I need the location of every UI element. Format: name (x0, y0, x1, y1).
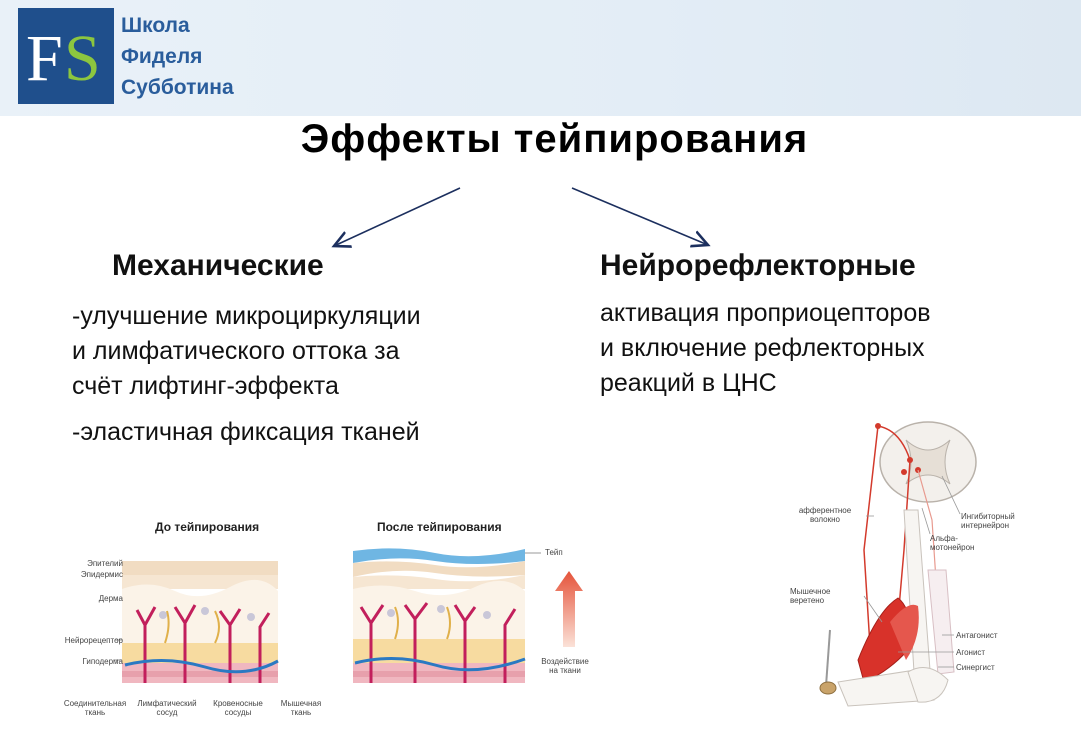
mechanical-line-2: и лимфатического оттока за (72, 337, 400, 365)
label-inhibitory-interneuron (961, 512, 1015, 530)
label-muscle-spindle-l2: веретено (790, 596, 825, 605)
label-neuroreceptor: Нейрорецептор (64, 636, 123, 645)
label-lymph-vessel (131, 699, 203, 717)
after-panel (353, 548, 525, 683)
after-taping-caption: После тейпирования (377, 520, 502, 534)
svg-text:S: S (64, 22, 101, 95)
label-afferent-fiber-l2: волокно (809, 515, 840, 524)
label-synergist: Синергист (956, 663, 995, 672)
school-name-line-3: Субботина (121, 76, 234, 99)
school-name-line-1: Школа (121, 14, 190, 37)
label-connective-tissue-l2: ткань (84, 708, 106, 717)
label-hypodermis: Гиподерма (82, 657, 123, 666)
label-muscle-tissue-l1: Мышечная (280, 699, 322, 708)
label-tissue-effect-l1: Воздействие (541, 657, 589, 666)
label-muscle-tissue-l2: ткань (290, 708, 312, 717)
label-blood-vessels-l1: Кровеносные (213, 699, 263, 708)
label-tape: Тейп (545, 548, 563, 557)
label-epidermis: Эпидермис (80, 570, 123, 579)
label-alpha-motoneuron (930, 534, 974, 552)
mechanical-heading: Механические (112, 249, 324, 282)
mechanical-line-1: -улучшение микроциркуляции (72, 302, 421, 330)
reflex-illustration (778, 410, 1081, 730)
school-name-line-2: Фиделя (121, 45, 203, 68)
label-antagonist: Антагонист (956, 631, 998, 640)
neuroreflex-line-1: активация проприоцепторов (600, 299, 931, 327)
effect-arrow (555, 571, 583, 647)
neuroreflex-line-2: и включение рефлекторных (600, 334, 925, 362)
mechanical-line-3: счёт лифтинг-эффекта (72, 372, 339, 400)
label-tissue-effect (533, 657, 597, 675)
label-dermis: Дерма (98, 594, 123, 603)
label-muscle-spindle (790, 587, 831, 605)
arrow-right (572, 188, 708, 245)
neuroreflex-line-3: реакций в ЦНС (600, 369, 777, 397)
label-tissue-effect-l2: на ткани (549, 666, 581, 675)
label-inhibitory-interneuron-l1: Ингибиторный (961, 512, 1015, 521)
label-agonist: Агонист (956, 648, 986, 657)
before-taping-caption: До тейпирования (155, 520, 260, 534)
mechanical-text-2: -эластичная фиксация тканей (72, 418, 420, 446)
label-blood-vessels-l2: сосуды (224, 708, 252, 717)
label-alpha-motoneuron-l1: Альфа- (930, 534, 958, 543)
neuroreflex-heading: Нейрорефлекторные (600, 249, 916, 282)
slide-title: Эффекты тейпирования (300, 117, 809, 161)
svg-text:F: F (26, 22, 63, 95)
before-panel (122, 561, 278, 683)
label-connective-tissue (59, 699, 131, 717)
skin-layers-figure (55, 515, 615, 725)
label-muscle-tissue (271, 699, 331, 717)
reflex-arc-figure (778, 410, 1081, 730)
label-blood-vessels (203, 699, 273, 717)
label-muscle-spindle-l1: Мышечное (790, 587, 831, 596)
label-alpha-motoneuron-l2: мотонейрон (930, 543, 975, 552)
skin-illustration (55, 515, 615, 725)
arrow-left (334, 188, 460, 246)
label-lymph-vessel-l1: Лимфатический (137, 699, 197, 708)
neuroreflex-text (600, 296, 1040, 401)
mechanical-text (72, 299, 542, 404)
label-lymph-vessel-l2: сосуд (156, 708, 178, 717)
label-afferent-fiber-l1: афферентное (798, 506, 852, 515)
label-connective-tissue-l1: Соединительная (63, 699, 127, 708)
label-epithelium: Эпителий (87, 559, 123, 568)
label-inhibitory-interneuron-l2: интернейрон (961, 521, 1010, 530)
label-afferent-fiber (790, 506, 860, 524)
